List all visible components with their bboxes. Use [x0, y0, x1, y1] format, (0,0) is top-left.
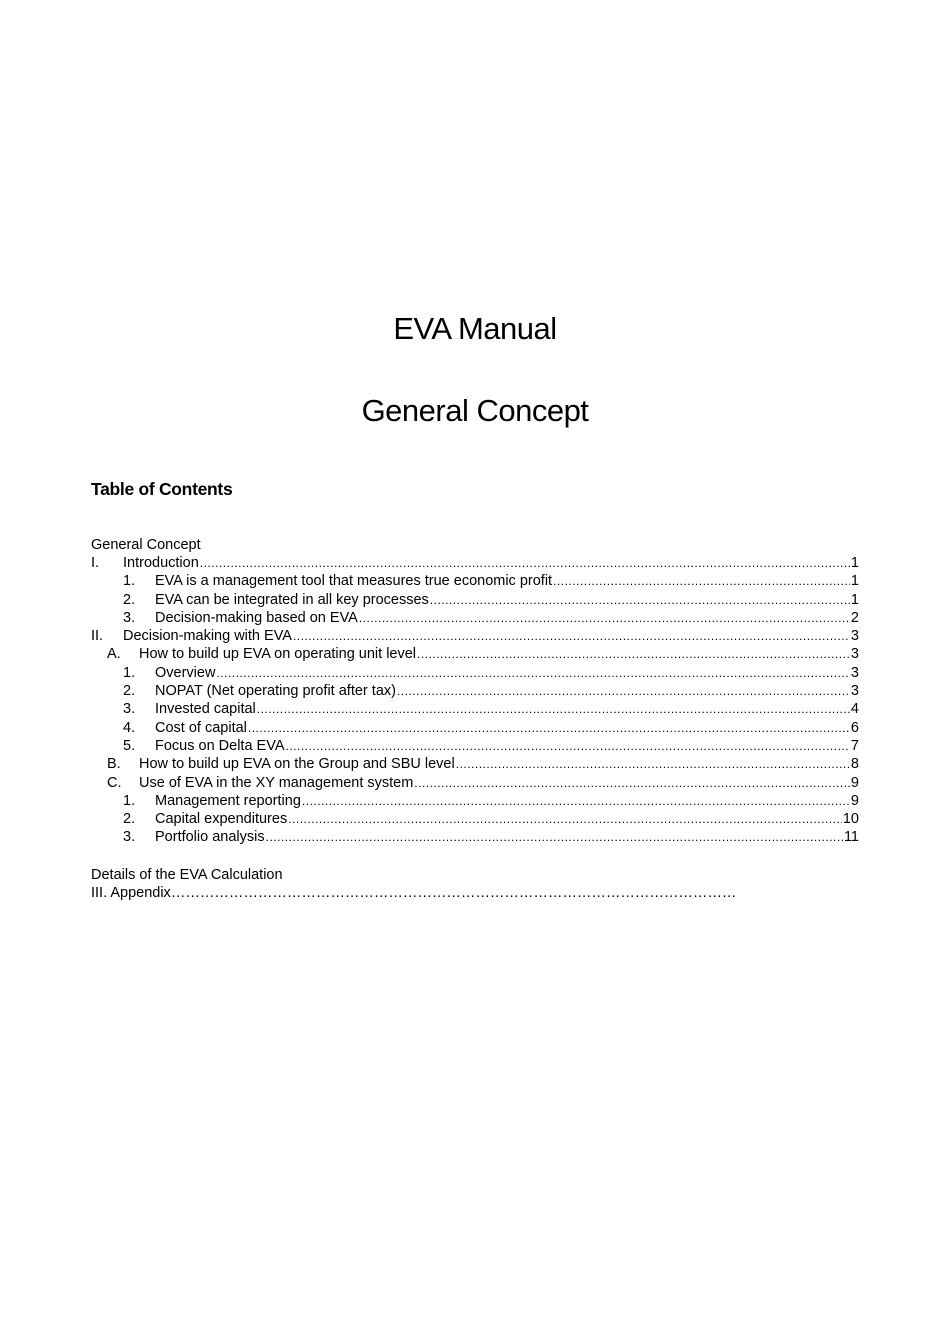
toc-entry-number: A. [107, 646, 121, 663]
toc-leader-dots [257, 700, 850, 718]
toc-leader-dots [417, 645, 850, 663]
document-title: EVA Manual [393, 311, 557, 346]
toc-entry-appendix-label: III. Appendix [91, 885, 171, 901]
toc-entry-page-number: 7 [850, 737, 859, 754]
toc-entry-title: Capital expenditures [155, 811, 288, 828]
toc-entry-page-number: 3 [850, 683, 859, 700]
toc-entry-page-number: 3 [850, 646, 859, 663]
toc-entry-page-number: 8 [850, 756, 859, 773]
toc-entry-page-number: 1 [850, 555, 859, 571]
toc-entry[interactable] [91, 755, 859, 773]
toc-entry-number: 3. [123, 609, 136, 626]
toc-leader-dots [286, 737, 850, 755]
toc-entry[interactable] [91, 609, 859, 627]
toc-entry-number: I. [91, 555, 100, 571]
toc-entry-number: II. [91, 628, 104, 645]
toc-entry[interactable] [91, 645, 859, 663]
toc-entry[interactable] [91, 554, 859, 572]
toc-leader-dots [266, 828, 843, 846]
toc-entry-title: NOPAT (Net operating profit after tax) [155, 683, 396, 700]
toc-entry-number: 4. [123, 719, 136, 736]
toc-entry-number: 5. [123, 737, 136, 754]
toc-entry[interactable] [91, 810, 859, 828]
toc-entry-number: B. [107, 756, 121, 773]
toc-entry-page-number: 2 [850, 609, 859, 626]
toc-entry-title: Decision-making based on EVA [155, 609, 358, 626]
toc-entry-title: EVA can be integrated in all key processes [155, 591, 429, 608]
toc-entry-page-number: 9 [850, 774, 859, 791]
toc-entry-title: Introduction [123, 555, 199, 571]
toc-leader-dots [456, 755, 850, 773]
toc-entry-title: Overview [155, 664, 216, 681]
toc-entry-page-number: 10 [842, 811, 859, 828]
toc-entry-page-number: 1 [850, 591, 859, 608]
toc-entry-page-number: 6 [850, 719, 859, 736]
toc-entry-number: 1. [123, 664, 136, 681]
toc-entry-title: Management reporting [155, 792, 301, 809]
toc-entry-page-number: 3 [850, 664, 859, 681]
toc-entry-number: C. [107, 774, 122, 791]
toc-entry-title: EVA is a management tool that measures true economic profit [155, 573, 553, 590]
toc-leader-dots [359, 609, 850, 627]
toc-entry-title: Cost of capital [155, 719, 247, 736]
toc-entry[interactable] [91, 828, 859, 846]
toc-entry-page-number: 3 [850, 628, 859, 645]
toc-entry[interactable] [91, 719, 859, 737]
toc-entry-number: 2. [123, 683, 136, 700]
toc-heading: Table of Contents [91, 479, 233, 499]
toc-entry-title: Invested capital [155, 701, 256, 718]
toc-leader-dots [288, 810, 842, 828]
toc-entry-title: Focus on Delta EVA [155, 737, 285, 754]
toc-entry[interactable] [91, 774, 859, 792]
toc-entry-number: 3. [123, 701, 136, 718]
toc-entry-page-number: 4 [850, 701, 859, 718]
toc-entry[interactable] [91, 700, 859, 718]
toc-leader-dots [216, 664, 849, 682]
toc-entry-page-number: 1 [850, 573, 859, 590]
toc-entry-page-number: 11 [843, 829, 859, 846]
toc-section-general-label: General Concept [91, 537, 201, 553]
toc-section-details-label: Details of the EVA Calculation [91, 867, 283, 883]
toc-leader-dots [302, 792, 850, 810]
toc-leader-dots [248, 719, 850, 737]
toc-leader-dots [430, 591, 850, 609]
table-of-contents [91, 554, 859, 847]
toc-leader-dots [397, 682, 850, 700]
toc-entry-page-number: 9 [850, 792, 859, 809]
toc-entry[interactable] [91, 664, 859, 682]
document-subtitle: General Concept [361, 393, 589, 428]
toc-entry[interactable] [91, 591, 859, 609]
toc-entry-number: 2. [123, 591, 136, 608]
toc-entry[interactable] [91, 792, 859, 810]
toc-leader-dots [293, 627, 850, 645]
toc-entry-appendix[interactable] [91, 884, 736, 902]
toc-leader-dots [200, 554, 850, 572]
toc-entry-title: Portfolio analysis [155, 829, 265, 846]
toc-entry[interactable] [91, 737, 859, 755]
toc-entry-title: Decision-making with EVA [123, 628, 292, 645]
toc-entry-number: 3. [123, 829, 136, 846]
toc-leader-dots [414, 774, 850, 792]
toc-entry-title: How to build up EVA on operating unit level [139, 646, 417, 663]
toc-entry[interactable] [91, 627, 859, 645]
toc-leader-dots: ……………………………………………………………………………………………………… [170, 885, 737, 901]
toc-entry-title: How to build up EVA on the Group and SBU level [139, 756, 455, 773]
toc-entry[interactable] [91, 572, 859, 590]
toc-entry-number: 2. [123, 811, 136, 828]
toc-entry-title: Use of EVA in the XY management system [139, 774, 414, 791]
toc-entry[interactable] [91, 682, 859, 700]
toc-leader-dots [553, 572, 850, 590]
toc-entry-number: 1. [123, 573, 136, 590]
toc-entry-number: 1. [123, 792, 136, 809]
